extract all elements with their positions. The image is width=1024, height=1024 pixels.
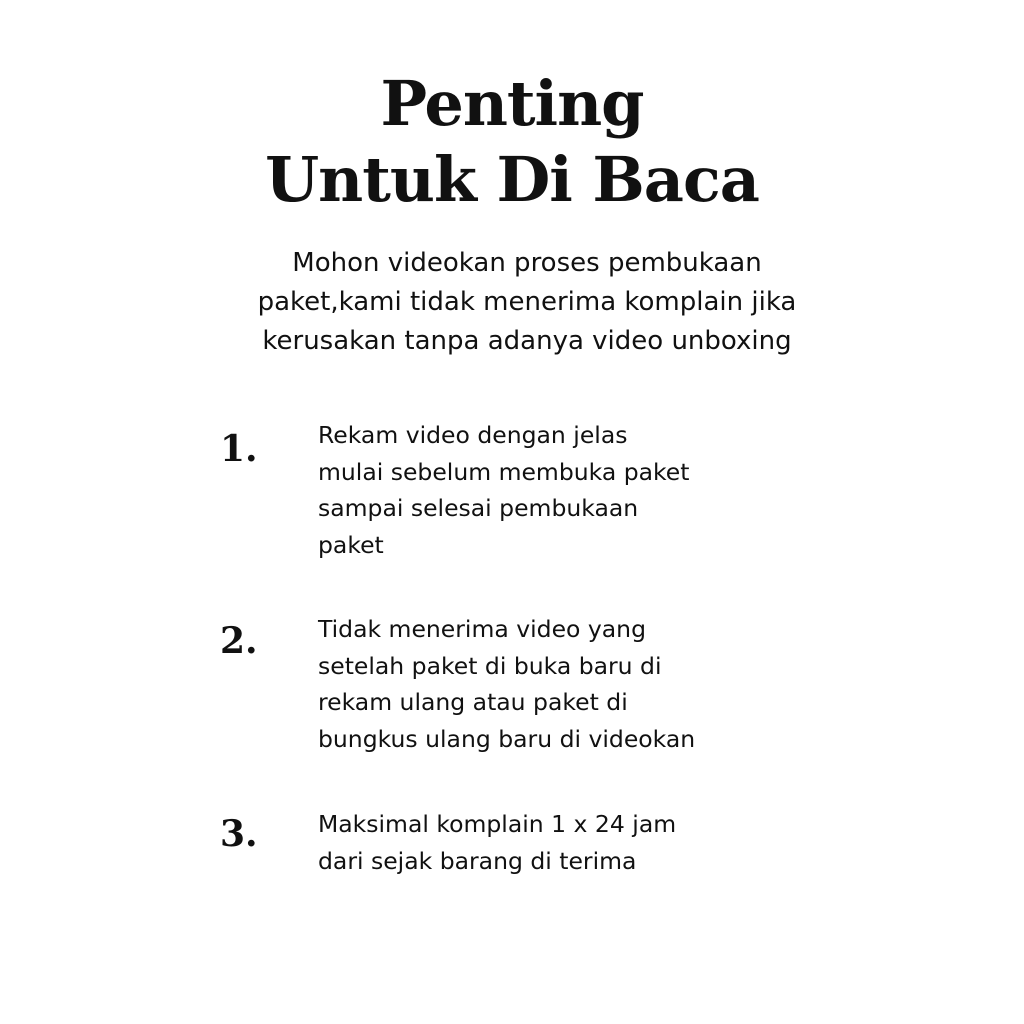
item-text [318,806,778,879]
item-text-line: sampai selesai pembukaan [318,494,639,522]
intro-paragraph [0,244,1024,361]
item-number: 2. [220,620,258,662]
item-number: 3. [220,813,258,855]
item-text-line: bungkus ulang baru di videokan [318,724,696,753]
page-title [0,66,1024,218]
item-text-line: paket [318,530,384,559]
intro-line: paket,kami tidak menerima komplain jika [257,287,797,317]
title-line-2: Untuk Di Baca [265,143,759,216]
item-text-line: setelah paket di buka baru di [318,651,662,680]
item-text-line: mulai sebelum membuka paket [318,457,690,486]
item-text [318,611,778,757]
item-text-line: Rekam video dengan jelas [318,421,628,449]
item-text [318,417,778,563]
item-text-line: dari sejak barang di terima [318,846,637,875]
item-text-line: Tidak menerima video yang [318,615,646,643]
intro-line: kerusakan tanpa adanya video unboxing [262,326,792,356]
intro-line: Mohon videokan proses pembukaan [292,248,762,278]
item-text-line: rekam ulang atau paket di [318,688,628,716]
item-text-line: Maksimal komplain 1 x 24 jam [318,810,677,838]
item-number: 1. [220,428,258,470]
title-line-1: Penting [380,67,644,140]
